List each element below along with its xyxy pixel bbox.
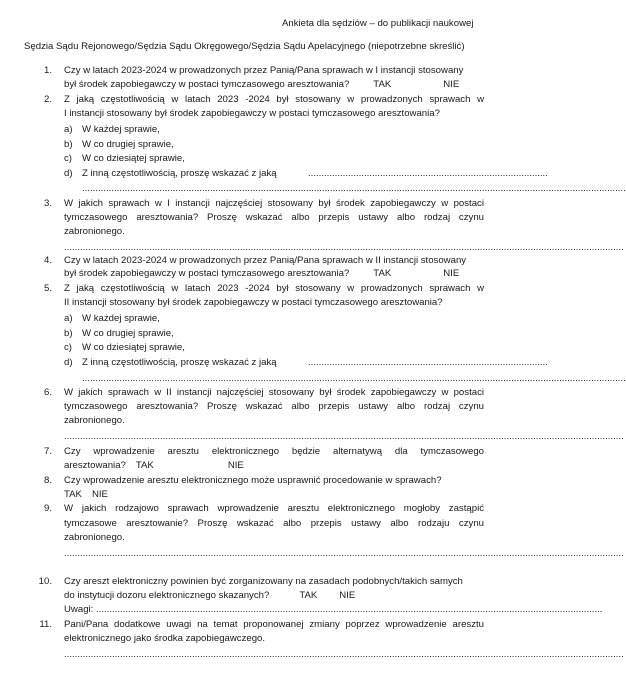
- question-7-line-2: aresztowania? TAK NIE: [64, 460, 244, 471]
- answer-yes[interactable]: TAK: [135, 460, 154, 471]
- question-3-line-3: zabronionego.: [64, 226, 125, 237]
- answer-dotted-line[interactable]: ..................................................................................................................................................................................................................: [64, 649, 624, 660]
- question-number-7: 7.: [43, 446, 52, 457]
- question-11-line-2: elektronicznego jako środka zapobiegawczego.: [64, 633, 266, 644]
- question-1-line-1: Czy w latach 2023-2024 w prowadzonych przez Panią/Pana sprawach w I instancji stosowany: [64, 65, 464, 76]
- question-number-11: 11.: [39, 619, 52, 630]
- question-4-line-2: był środek zapobiegawczy w postaci tymczasowego aresztowania? TAK NIE: [64, 268, 460, 279]
- question-4-line-1: Czy w latach 2023-2024 w prowadzonych przez Panią/Pana sprawach w II instancji stosowany: [64, 255, 467, 266]
- question-1-line-2: był środek zapobiegawczy w postaci tymczasowego aresztowania? TAK NIE: [64, 79, 460, 90]
- question-8-line-1: Czy wprowadzenie aresztu elektronicznego może usprawnić procedowanie w sprawach?: [64, 475, 442, 486]
- option-a-text[interactable]: W każdej sprawie,: [82, 313, 160, 324]
- question-7-line-1: Czy wprowadzenie aresztu elektronicznego będzie alternatywą dla tymczasowego: [64, 446, 484, 457]
- option-b-text[interactable]: W co drugiej sprawie,: [82, 139, 174, 150]
- question-number-3: 3.: [43, 198, 52, 209]
- answer-no[interactable]: NIE: [443, 268, 460, 279]
- answer-dotted-line[interactable]: ..........................................................................................: [308, 357, 548, 368]
- option-d-text[interactable]: Z inną częstotliwością, proszę wskazać z jaką: [82, 357, 277, 368]
- question-6-line-2: tymczasowego aresztowania? Proszę wskazać albo przepis ustawy albo rodzaj czynu: [64, 401, 484, 412]
- question-number-8: 8.: [43, 475, 52, 486]
- question-3-line-1: W jakich sprawach w I instancji najczęściej stosowany był środek zapobiegawczy w postaci: [64, 198, 484, 209]
- question-5-line-1: Z jaką częstotliwością w latach 2023 -2024 był stosowany w prowadzonych sprawach w: [64, 283, 484, 294]
- answer-no[interactable]: NIE: [91, 489, 108, 500]
- option-c-letter: c): [64, 153, 72, 164]
- remarks-dotted-line[interactable]: ..............................................................................................................................................................................................: [96, 604, 603, 615]
- question-number-5: 5.: [43, 283, 52, 294]
- judge-court-line: Sędzia Sądu Rejonowego/Sędzia Sądu Okręgowego/Sędzia Sądu Apelacyjnego (niepotrzebne skreślić): [24, 41, 465, 52]
- question-6-line-1: W jakich sprawach w II instancji najczęściej stosowany był środek zapobiegawczy w postaci: [64, 387, 484, 398]
- answer-yes[interactable]: TAK: [373, 79, 392, 90]
- question-number-6: 6.: [43, 387, 52, 398]
- option-b-letter: b): [64, 328, 73, 339]
- question-5-line-2: II instancji stosowany był środek zapobiegawczy w postaci tymczasowego aresztowania?: [64, 297, 443, 308]
- answer-yes[interactable]: TAK: [373, 268, 392, 279]
- question-2-line-2: I instancji stosowany był środek zapobiegawczy w postaci tymczasowego aresztowania?: [64, 108, 440, 119]
- answer-dotted-line[interactable]: ..................................................................................................................................................................................................................: [64, 242, 624, 253]
- question-9-line-1: W jakich rodzajowo sprawach wprowadzenie aresztu elektronicznego mogłoby zastąpić: [64, 503, 484, 514]
- option-a-letter: a): [64, 313, 73, 324]
- answer-no[interactable]: NIE: [339, 590, 356, 601]
- question-number-9: 9.: [43, 503, 52, 514]
- answer-no[interactable]: NIE: [227, 460, 244, 471]
- question-8-answers: [64, 489, 108, 501]
- survey-title: Ankieta dla sędziów – do publikacji naukowej: [282, 18, 474, 29]
- option-b-text[interactable]: W co drugiej sprawie,: [82, 328, 174, 339]
- question-9-line-2: tymczasowe aresztowanie? Proszę wskazać albo przepis ustawy albo rodzaju czynu: [64, 518, 484, 529]
- question-3-line-2: tymczasowego aresztowania? Proszę wskazać albo przepis ustawy albo rodzaj czynu: [64, 212, 484, 223]
- option-c-text[interactable]: W co dziesiątej sprawie,: [82, 153, 185, 164]
- question-2-line-1: Z jaką częstotliwością w latach 2023 -2024 był stosowany w prowadzonych sprawach w: [64, 94, 484, 105]
- answer-no[interactable]: NIE: [443, 79, 460, 90]
- question-10-line-1: Czy areszt elektroniczny powinien być zorganizowany na zasadach podobnych/takich samych: [64, 576, 463, 587]
- option-d-letter: d): [64, 168, 73, 179]
- answer-yes[interactable]: TAK: [64, 489, 82, 500]
- option-c-text[interactable]: W co dziesiątej sprawie,: [82, 342, 185, 353]
- answer-dotted-line[interactable]: ..................................................................................................................................................................................................................: [64, 548, 624, 559]
- question-number-2: 2.: [43, 94, 52, 105]
- question-number-1: 1.: [43, 65, 52, 76]
- option-a-text[interactable]: W każdej sprawie,: [82, 124, 160, 135]
- option-b-letter: b): [64, 139, 73, 150]
- answer-dotted-line[interactable]: ............................................................................................................................................................................................................: [82, 183, 626, 194]
- answer-dotted-line[interactable]: ..................................................................................................................................................................................................................: [64, 431, 624, 442]
- option-c-letter: c): [64, 342, 72, 353]
- question-number-4: 4.: [43, 255, 52, 266]
- question-6-line-3: zabronionego.: [64, 415, 125, 426]
- question-10-line-2: do instytucji dozoru elektronicznego skazanych? TAK NIE: [64, 590, 356, 601]
- remarks-label: Uwagi:: [64, 604, 94, 615]
- question-9-line-3: zabronionego.: [64, 532, 125, 543]
- answer-dotted-line[interactable]: ..........................................................................................: [308, 168, 548, 179]
- question-number-10: 10.: [38, 576, 52, 587]
- option-d-text[interactable]: Z inną częstotliwością, proszę wskazać z jaką: [82, 168, 277, 179]
- option-d-letter: d): [64, 357, 73, 368]
- question-11-line-1: Pani/Pana dodatkowe uwagi na temat proponowanej zmiany poprzez wprowadzenie aresztu: [64, 619, 484, 630]
- answer-dotted-line[interactable]: ............................................................................................................................................................................................................: [82, 373, 626, 384]
- answer-yes[interactable]: TAK: [299, 590, 318, 601]
- option-a-letter: a): [64, 124, 73, 135]
